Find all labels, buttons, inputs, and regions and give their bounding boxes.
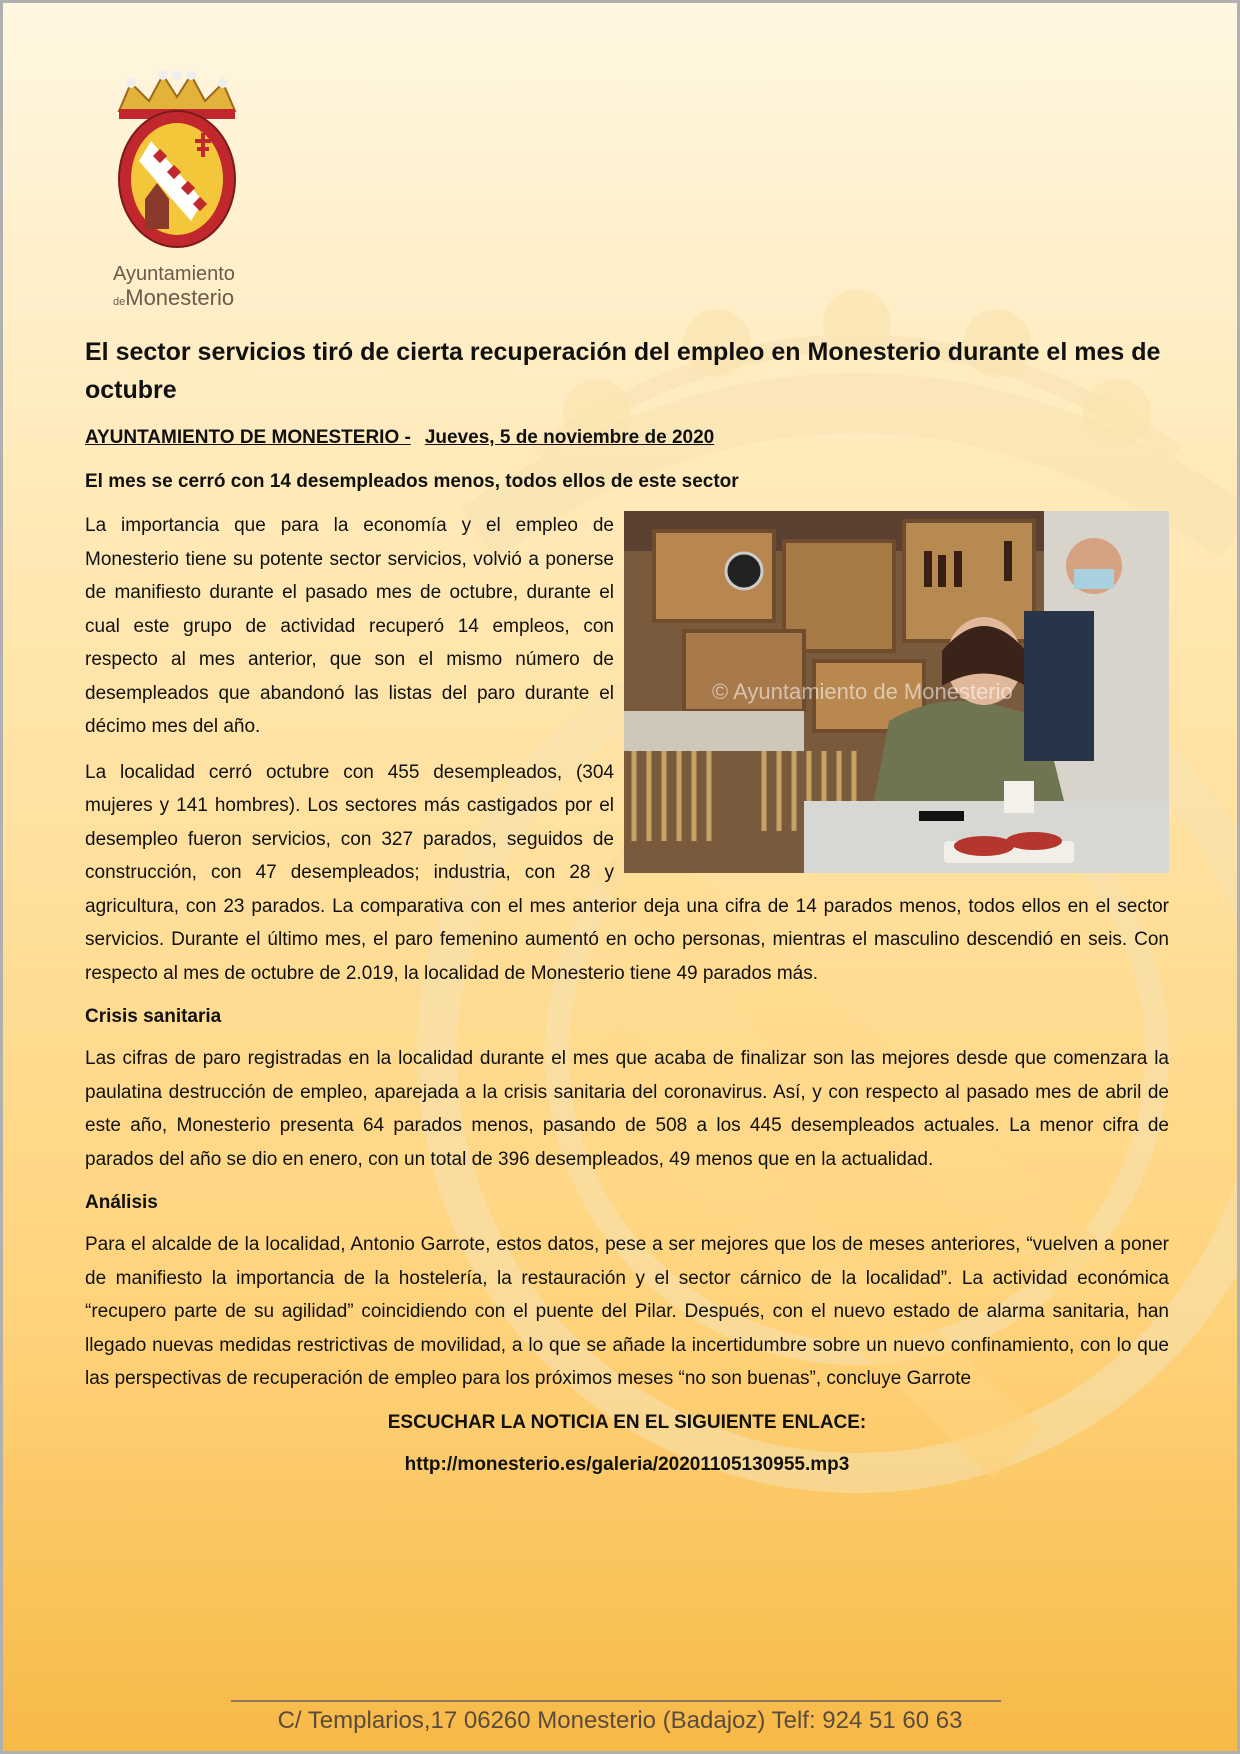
municipal-logo <box>103 71 253 310</box>
article-content <box>85 333 1169 1480</box>
photo-watermark: © Ayuntamiento de Monesterio <box>712 679 1013 704</box>
audio-link[interactable]: http://monesterio.es/galeria/20201105130955.mp3 <box>404 1453 850 1475</box>
section-text-analisis: Para el alcalde de la localidad, Antonio Garrote, estos datos, pese a ser mejores que los de meses anteriores, “vuelven a poner de manifiesto la importancia de la hostelería, la restauración y el sector cárnico de la localidad”. La actividad económica “recupero parte de su agilidad” coincidiendo con el puente del Pilar. Después, con el nuevo estado de alarma sanitaria, han llegado nuevas medidas restrictivas de movilidad, a lo que se añade la incertidumbre sobre un nuevo confinamiento, con lo que las perspectivas de recuperación de empleo para los próximos meses “no son buenas”, concluye Garrote <box>85 1234 1169 1389</box>
article-paragraph-1: La importancia que para la economía y el empleo de Monesterio tiene su potente sector servicios, volvió a ponerse de manifiesto durante el pasado mes de octubre, durante el cual este grupo de actividad recuperó 14 empleos, con respecto al mes anterior, que son el mismo número de desempleados que abandonó las listas del paro durante el décimo mes del año. <box>85 515 614 737</box>
section-title-crisis: Crisis sanitaria <box>85 1006 222 1027</box>
article-date: Jueves, 5 de noviembre de 2020 <box>424 427 715 448</box>
logo-text-ayuntamiento: Ayuntamiento <box>113 263 235 285</box>
article-subheadline: El mes se cerró con 14 desempleados menos, todos ellos de este sector <box>85 471 739 492</box>
section-text-crisis: Las cifras de paro registradas en la localidad durante el mes que acaba de finalizar son las mejores desde que comenzara la paulatina destrucción de empleo, aparejada a la crisis sanitaria del coronavirus. Así, y con respecto al pasado mes de abril de este año, Monesterio presenta 64 parados menos, pasando de 508 a los 445 desempleados actuales. La menor cifra de parados del año se dio en enero, con un total de 396 desempleados, 49 menos que en la actualidad. <box>85 1048 1169 1170</box>
footer-address: C/ Templarios,17 06260 Monesterio (Badajoz) Telf: 924 51 60 63 <box>277 1707 963 1734</box>
logo-text-de: de <box>113 296 126 308</box>
logo-text-monesterio <box>113 285 234 311</box>
section-title-analisis: Análisis <box>85 1192 158 1213</box>
article-photo <box>624 511 1169 873</box>
article-source: AYUNTAMIENTO DE MONESTERIO - <box>85 427 411 448</box>
listen-news-label: ESCUCHAR LA NOTICIA EN EL SIGUIENTE ENLACE: <box>387 1411 867 1433</box>
article-dateline <box>85 425 1169 451</box>
footer-divider <box>231 1700 1001 1702</box>
logo-text-town: Monesterio <box>125 285 235 310</box>
article-title: El sector servicios tiró de cierta recuperación del empleo en Monesterio durante el mes de octubre <box>85 338 1161 404</box>
article-paragraph-2: La localidad cerró octubre con 455 desempleados, (304 mujeres y 141 hombres). Los sectores más castigados por el desempleo fueron servicios, con 327 parados, seguidos de construcción, con 47 desempleados; industria, con 28 y agricultura, con 23 parados. La comparativa con el mes anterior deja una cifra de 14 parados menos, todos ellos en el sector servicios. Durante el último mes, el paro femenino aumentó en ocho personas, mientras el masculino descendió en seis. Con respecto al mes de octubre de 2.019, la localidad de Monesterio tiene 49 parados más. <box>85 761 1169 984</box>
coat-of-arms-icon <box>111 71 243 253</box>
